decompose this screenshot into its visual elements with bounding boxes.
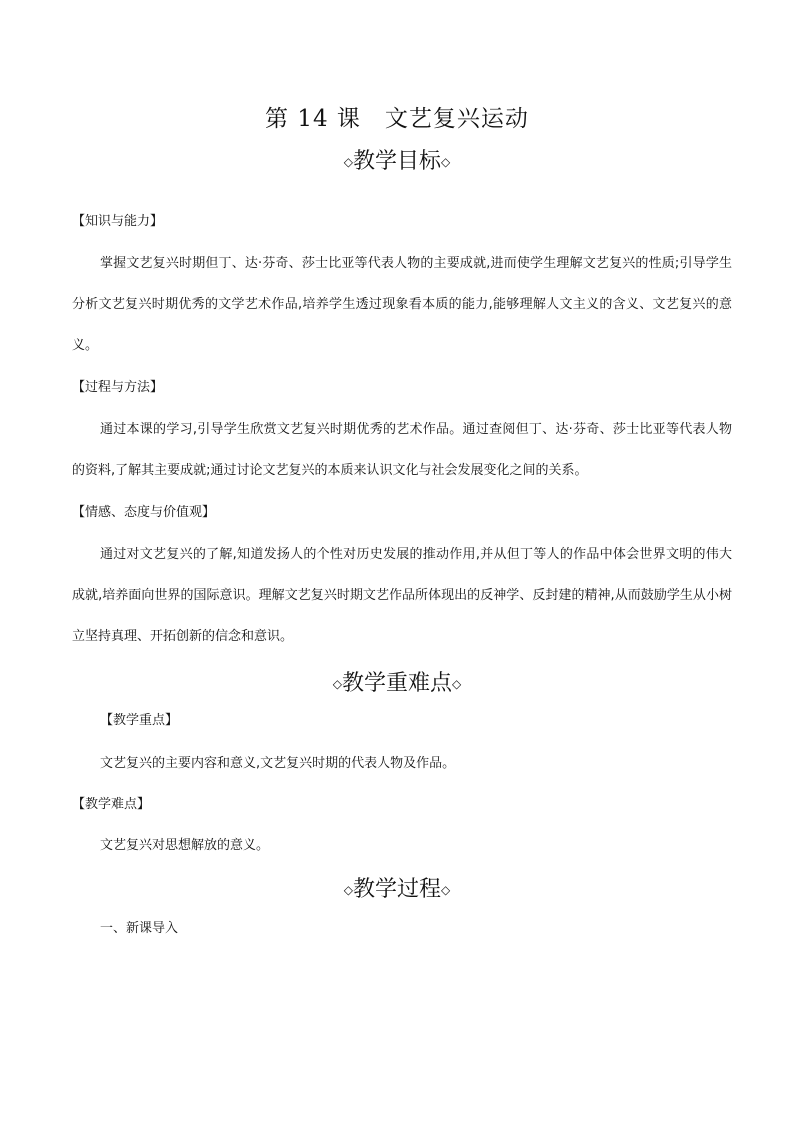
paragraph-knowledge: 掌握文艺复兴时期但丁、达·芬奇、莎士比亚等代表人物的主要成就,进而使学生理解文艺复兴的性质;引导学生分析文艺复兴时期优秀的文学艺术作品,培养学生透过现象看本质的能力,能够理解人文主义的含义、文艺复兴的意义。 (72, 256, 732, 353)
section-heading-key-points (0, 666, 794, 697)
section-heading-process (0, 872, 794, 903)
page-title: 第 14 课 文艺复兴运动 (265, 106, 529, 132)
label-emotion: 【情感、态度与价值观】 (72, 505, 216, 520)
label-knowledge: 【知识与能力】 (72, 214, 164, 229)
diamond-icon: ◇ (332, 677, 342, 691)
paragraph-emotion: 通过对文艺复兴的了解,知道发扬人的个性对历史发展的推动作用,并从但丁等人的作品中体会世界文明的伟大成就,培养面向世界的国际意识。理解文艺复兴时期文艺作品所体现出的反神学、反封建的精神,从而鼓励学生从小树立坚持真理、开拓创新的信念和意识。 (72, 547, 732, 644)
diamond-icon: ◇ (441, 883, 451, 897)
text-step-intro: 一、新课导入 (100, 921, 179, 936)
diamond-icon: ◇ (441, 155, 451, 169)
section-heading-text: 教学目标 (352, 149, 441, 174)
section-heading-text: 教学重难点 (341, 671, 452, 696)
label-process: 【过程与方法】 (72, 380, 164, 395)
diamond-icon: ◇ (452, 677, 462, 691)
text-focus: 文艺复兴的主要内容和意义,文艺复兴时期的代表人物及作品。 (100, 756, 456, 771)
diamond-icon: ◇ (343, 155, 353, 169)
label-focus: 【教学重点】 (100, 713, 179, 728)
diamond-icon: ◇ (343, 883, 353, 897)
text-difficulty: 文艺复兴对思想解放的意义。 (100, 838, 270, 853)
section-heading-text: 教学过程 (352, 877, 441, 902)
paragraph-process: 通过本课的学习,引导学生欣赏文艺复兴时期优秀的艺术作品。通过查阅但丁、达·芬奇、莎士比亚等代表人物的资料,了解其主要成就;通过讨论文艺复兴的本质来认识文化与社会发展变化之间的关系。 (72, 422, 732, 478)
section-heading-goals (0, 144, 794, 175)
label-difficulty: 【教学难点】 (72, 797, 151, 812)
